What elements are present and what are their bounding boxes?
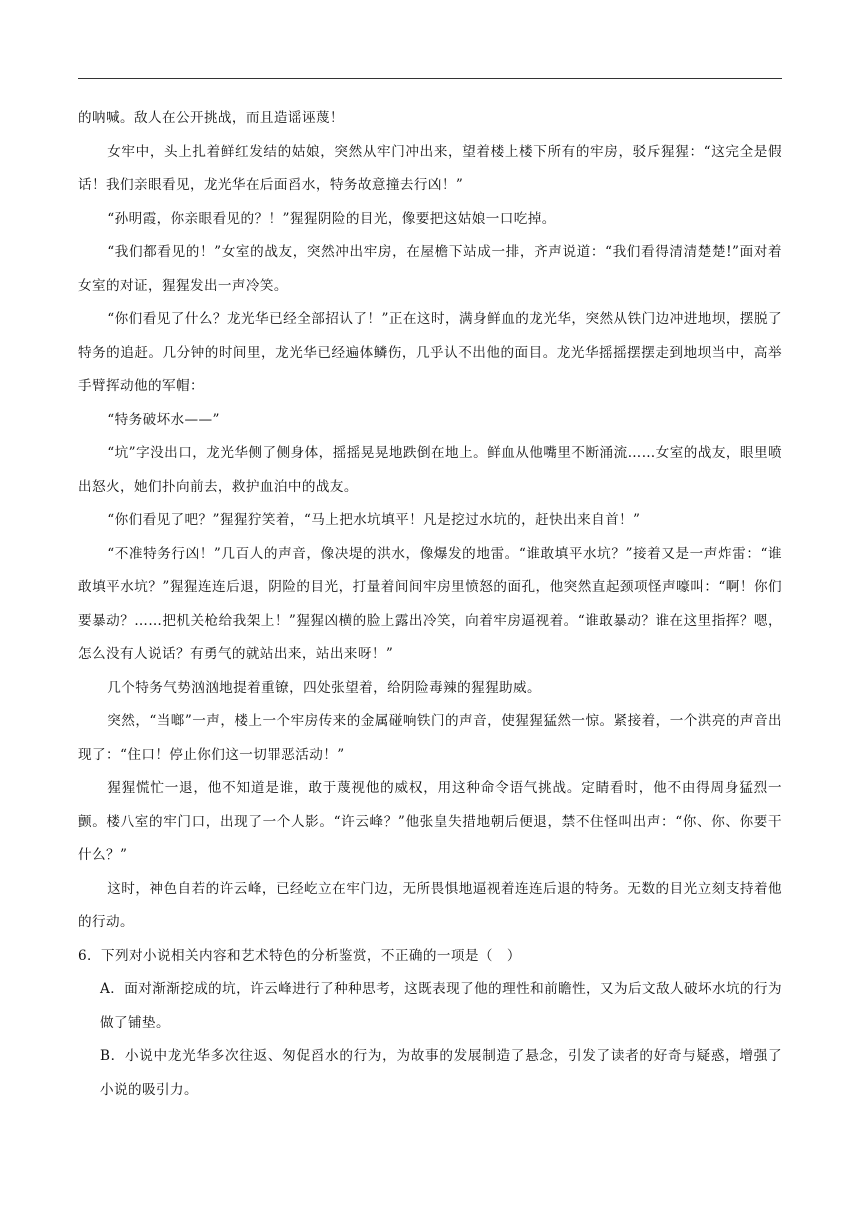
passage [78, 102, 782, 940]
question-stem: 6．下列对小说相关内容和艺术特色的分析鉴赏，不正确的一项是（ ） [78, 947, 521, 964]
option-a: A．面对渐渐挖成的坑，许云峰进行了种种思考，这既表现了他的理性和前瞻性，又为后文敌人破坏水坑的行为做了铺垫。 [100, 981, 782, 1031]
paragraph: “你们看见了什么？龙光华已经全部招认了！”正在这时，满身鲜血的龙光华，突然从铁门边冲进地坝，摆脱了特务的追赶。几分钟的时间里，龙光华已经遍体鳞伤，几乎认不出他的面目。龙光华摇摇摆摆走到地坝当中，高举手臂挥动他的军帽： [78, 311, 782, 394]
header-rule [78, 78, 782, 79]
paragraph: 这时，神色自若的许云峰，已经屹立在牢门边，无所畏惧地逼视着连连后退的特务。无数的目光立刻支持着他的行动。 [78, 880, 782, 930]
option-b: B．小说中龙光华多次往返、匆促舀水的行为，为故事的发展制造了悬念，引发了读者的好奇与疑惑，增强了小说的吸引力。 [100, 1048, 782, 1098]
paragraph: 几个特务气势汹汹地提着重镣，四处张望着，给阴险毒辣的猩猩助威。 [107, 679, 542, 696]
paragraph: 女牢中，头上扎着鲜红发结的姑娘，突然从牢门冲出来，望着楼上楼下所有的牢房，驳斥猩猩：“这完全是假话！我们亲眼看见，龙光华在后面舀水，特务故意撞去行凶！” [78, 143, 782, 193]
paragraph: 猩猩慌忙一退，他不知道是谁，敢于蔑视他的威权，用这种命令语气挑战。定睛看时，他不由得周身猛烈一颤。楼八室的牢门口，出现了一个人影。“许云峰？”他张皇失措地朝后便退，禁不住怪叫出声：“你、你、你要干什么？” [78, 780, 782, 863]
question-6 [78, 940, 782, 1108]
paragraph: “坑”字没出口，龙光华侧了侧身体，摇摇晃晃地跌倒在地上。鲜血从他嘴里不断涌流……女室的战友，眼里喷出怒火，她们扑向前去，救护血泊中的战友。 [78, 445, 782, 495]
paragraph: “特务破坏水——” [107, 411, 220, 428]
paragraph: 的呐喊。敌人在公开挑战，而且造谣诬蔑！ [78, 110, 344, 126]
paragraph: “我们都看见的！”女室的战友，突然冲出牢房，在屋檐下站成一排，齐声说道：“我们看得清清楚楚!”面对着女室的对证，猩猩发出一声冷笑。 [78, 244, 782, 294]
paragraph: “你们看见了吧？”猩猩狞笑着，“马上把水坑填平！凡是挖过水坑的，赶快出来自首！” [107, 512, 641, 528]
paragraph: 突然，“当啷”一声，楼上一个牢房传来的金属碰响铁门的声音，使猩猩猛然一惊。紧接着，一个洪亮的声音出现了：“住口！停止你们这一切罪恶活动！” [78, 713, 782, 763]
paragraph: “不准特务行凶！”几百人的声音，像决堤的洪水，像爆发的地雷。“谁敢填平水坑？”接着又是一声炸雷：“谁敢填平水坑？”猩猩连连后退，阴险的目光，打量着间间牢房里愤怒的面孔，他突然直起颈项怪声嚎叫：“啊！你们要暴动？……把机关枪给我架上！”猩猩凶横的脸上露出冷笑，向着牢房逼视着。“谁敢暴动？谁在这里指挥？嗯，怎么没有人说话？有勇气的就站出来，站出来呀！” [78, 545, 782, 662]
document-body [78, 102, 782, 1107]
paragraph: “孙明霞，你亲眼看见的？！”猩猩阴险的目光，像要把这姑娘一口吃掉。 [107, 210, 556, 227]
